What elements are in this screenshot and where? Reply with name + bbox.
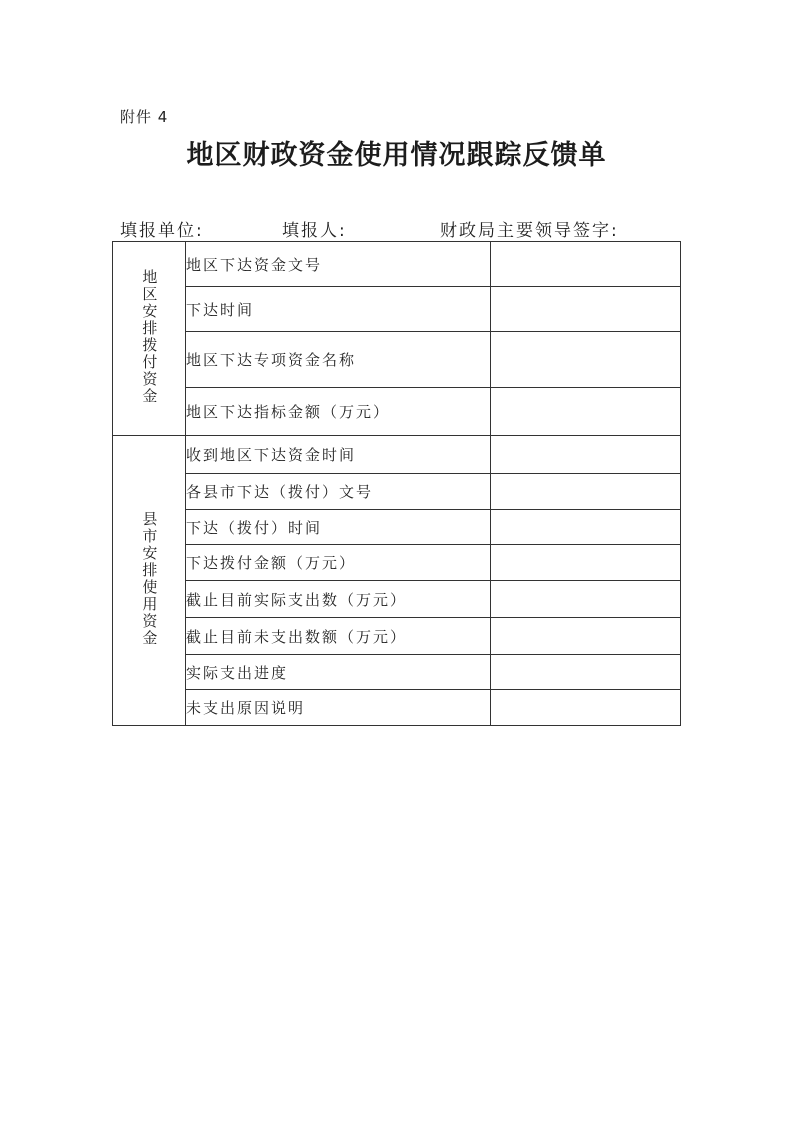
attachment-label: 附件 4 [120,108,169,126]
fill-sign-label: 财政局主要领导签字: [440,221,619,241]
fill-unit-label: 填报单位: [120,221,204,241]
row-value-field[interactable] [491,388,681,436]
fill-person-label: 填报人: [282,221,347,241]
row-label: 下达（拨付）时间 [186,510,491,545]
table-row [113,545,681,581]
section-county-heading [113,436,186,726]
row-value-field[interactable] [491,581,681,618]
row-label: 各县市下达（拨付）文号 [186,474,491,510]
table-row [113,388,681,436]
table-row [113,581,681,618]
row-value-field[interactable] [491,655,681,690]
table-row [113,655,681,690]
row-label: 收到地区下达资金时间 [186,436,491,474]
row-label: 截止目前未支出数额（万元） [186,618,491,655]
table-row [113,332,681,388]
row-label: 未支出原因说明 [186,690,491,726]
row-label: 地区下达专项资金名称 [186,332,491,388]
section-county-heading-text: 县市安排使用资金 [140,510,159,647]
row-value-field[interactable] [491,690,681,726]
row-value-field[interactable] [491,618,681,655]
row-value-field[interactable] [491,332,681,388]
table-row [113,618,681,655]
table-row [113,436,681,474]
feedback-form-table [112,241,681,726]
section-regional-heading-text: 地区安排拨付资金 [140,268,159,405]
table-row [113,474,681,510]
row-label: 地区下达指标金额（万元） [186,388,491,436]
table-row [113,690,681,726]
row-value-field[interactable] [491,545,681,581]
page-title: 地区财政资金使用情况跟踪反馈单 [186,140,607,171]
row-label: 下达时间 [186,287,491,332]
table-row [113,242,681,287]
section-regional-heading [113,242,186,436]
row-label: 截止目前实际支出数（万元） [186,581,491,618]
row-label: 地区下达资金文号 [186,242,491,287]
row-value-field[interactable] [491,242,681,287]
row-value-field[interactable] [491,510,681,545]
row-label: 下达拨付金额（万元） [186,545,491,581]
row-value-field[interactable] [491,287,681,332]
table-row [113,287,681,332]
row-value-field[interactable] [491,436,681,474]
row-value-field[interactable] [491,474,681,510]
table-row [113,510,681,545]
row-label: 实际支出进度 [186,655,491,690]
